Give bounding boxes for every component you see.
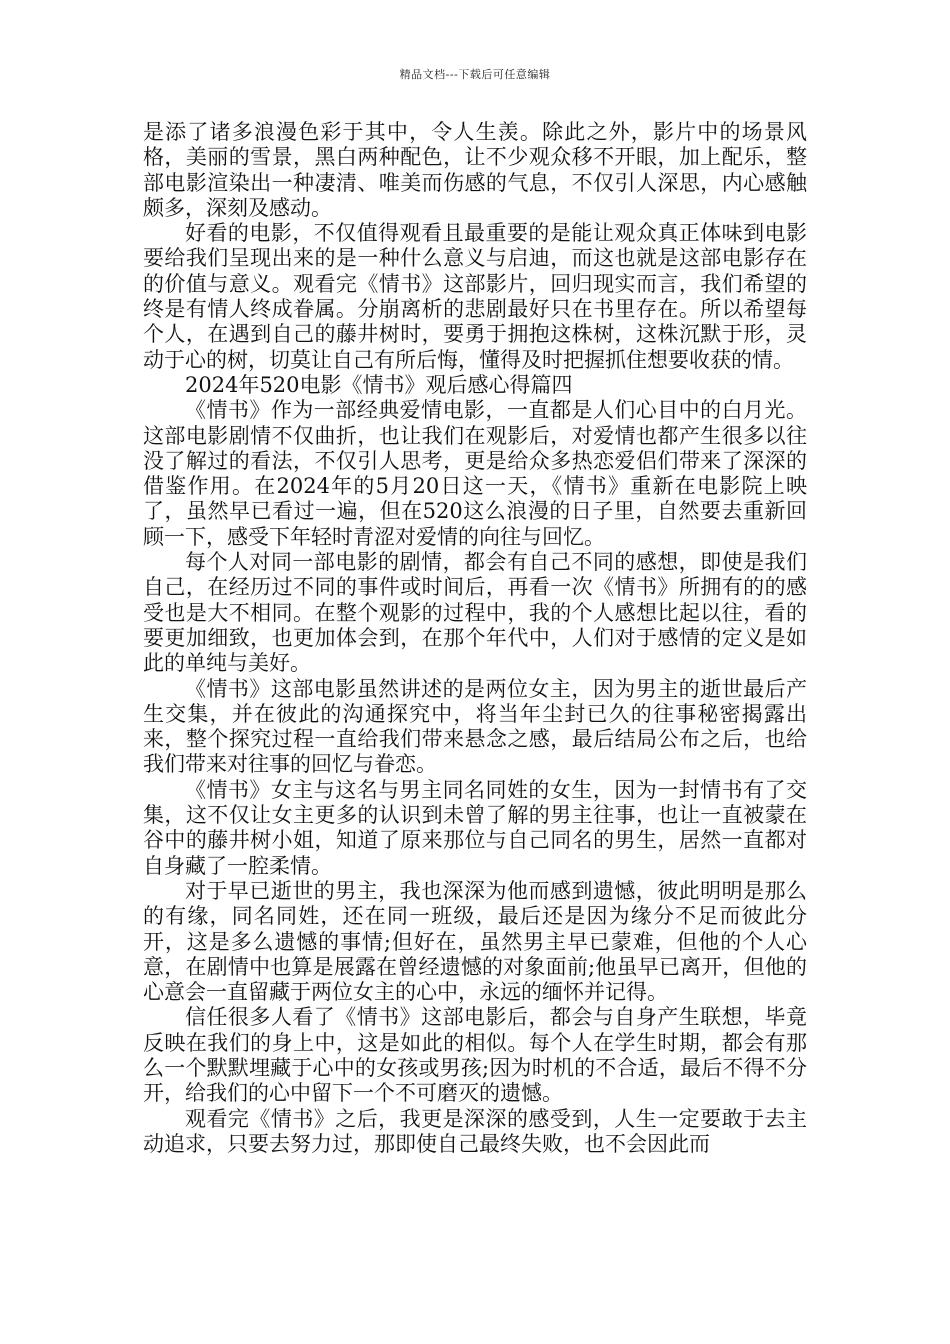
paragraph: 《情书》作为一部经典爱情电影，一直都是人们心目中的白月光。这部电影剧情不仅曲折，也让我们在观影后，对爱情也都产生很多以往没了解过的看法，不仅引人思考，更是给众多热恋爱侣们带来了深深的借鉴作用。在2024年的5月20日这一天，《情书》重新在电影院上映了，虽然早已看过一遍，但在520这么浪漫的日子里，自然要去重新回顾一下，感受下年轻时青涩对爱情的向往与回忆。 — [143, 398, 807, 549]
paragraph: 《情书》女主与这名与男主同名同姓的女生，因为一封情书有了交集，这不仅让女主更多的认识到未曾了解的男主往事，也让一直被蒙在谷中的藤井树小姐，知道了原来那位与自己同名的男生，居然一直都对自身藏了一腔柔情。 — [143, 777, 807, 878]
paragraph: 观看完《情书》之后，我更是深深的感受到，人生一定要敢于去主动追求，只要去努力过，那即使自己最终失败，也不会因此而 — [143, 1106, 807, 1156]
paragraph: 是添了诸多浪漫色彩于其中，令人生羡。除此之外，影片中的场景风格，美丽的雪景，黑白两种配色，让不少观众移不开眼，加上配乐，整部电影渲染出一种凄清、唯美而伤感的气息，不仅引人深思，内心感触颇多，深刻及感动。 — [143, 120, 807, 220]
paragraph: 每个人对同一部电影的剧情，都会有自己不同的感想，即使是我们自己，在经历过不同的事件或时间后，再看一次《情书》所拥有的的感受也是大不相同。在整个观影的过程中，我的个人感想比起以往，看的要更加细致，也更加体会到，在那个年代中，人们对于感情的定义是如此的单纯与美好。 — [143, 550, 807, 676]
paragraph: 对于早已逝世的男主，我也深深为他而感到遗憾，彼此明明是那么的有缘，同名同姓，还在同一班级，最后还是因为缘分不足而彼此分开，这是多么遗憾的事情;但好在，虽然男主早已蒙难，但他的个人心意，在剧情中也算是展露在曾经遗憾的对象面前;他虽早已离开，但他的心意会一直留藏于两位女主的心中，永远的缅怀并记得。 — [143, 878, 807, 1005]
document-body — [143, 120, 807, 1157]
paragraph: 好看的电影，不仅值得观看且最重要的是能让观众真正体味到电影要给我们呈现出来的是一种什么意义与启迪，而这也就是这部电影存在的价值与意义。观看完《情书》这部影片，回归现实而言，我们希望的终是有情人终成眷属。分崩离析的悲剧最好只在书里存在。所以希望每个人，在遇到自己的藤井树时，要勇于拥抱这株树，这株沉默于形，灵动于心的树，切莫让自己有所后悔，懂得及时把握抓住想要收获的情。 — [143, 221, 807, 372]
section-heading: 2024年520电影《情书》观后感心得篇四 — [185, 372, 573, 397]
page-header: 精品文档---下载后可任意编辑 — [399, 68, 551, 81]
paragraph: 信任很多人看了《情书》这部电影后，都会与自身产生联想，毕竟反映在我们的身上中，这是如此的相似。每个人在学生时期，都会有那么一个默默埋藏于心中的女孩或男孩;因为时机的不合适，最后不得不分开，给我们的心中留下一个不可磨灭的遗憾。 — [143, 1005, 807, 1106]
paragraph: 《情书》这部电影虽然讲述的是两位女主，因为男主的逝世最后产生交集，并在彼此的沟通探究中，将当年尘封已久的往事秘密揭露出来，整个探究过程一直给我们带来悬念之感，最后结局公布之后，也给我们带来对往事的回忆与眷恋。 — [143, 676, 807, 777]
